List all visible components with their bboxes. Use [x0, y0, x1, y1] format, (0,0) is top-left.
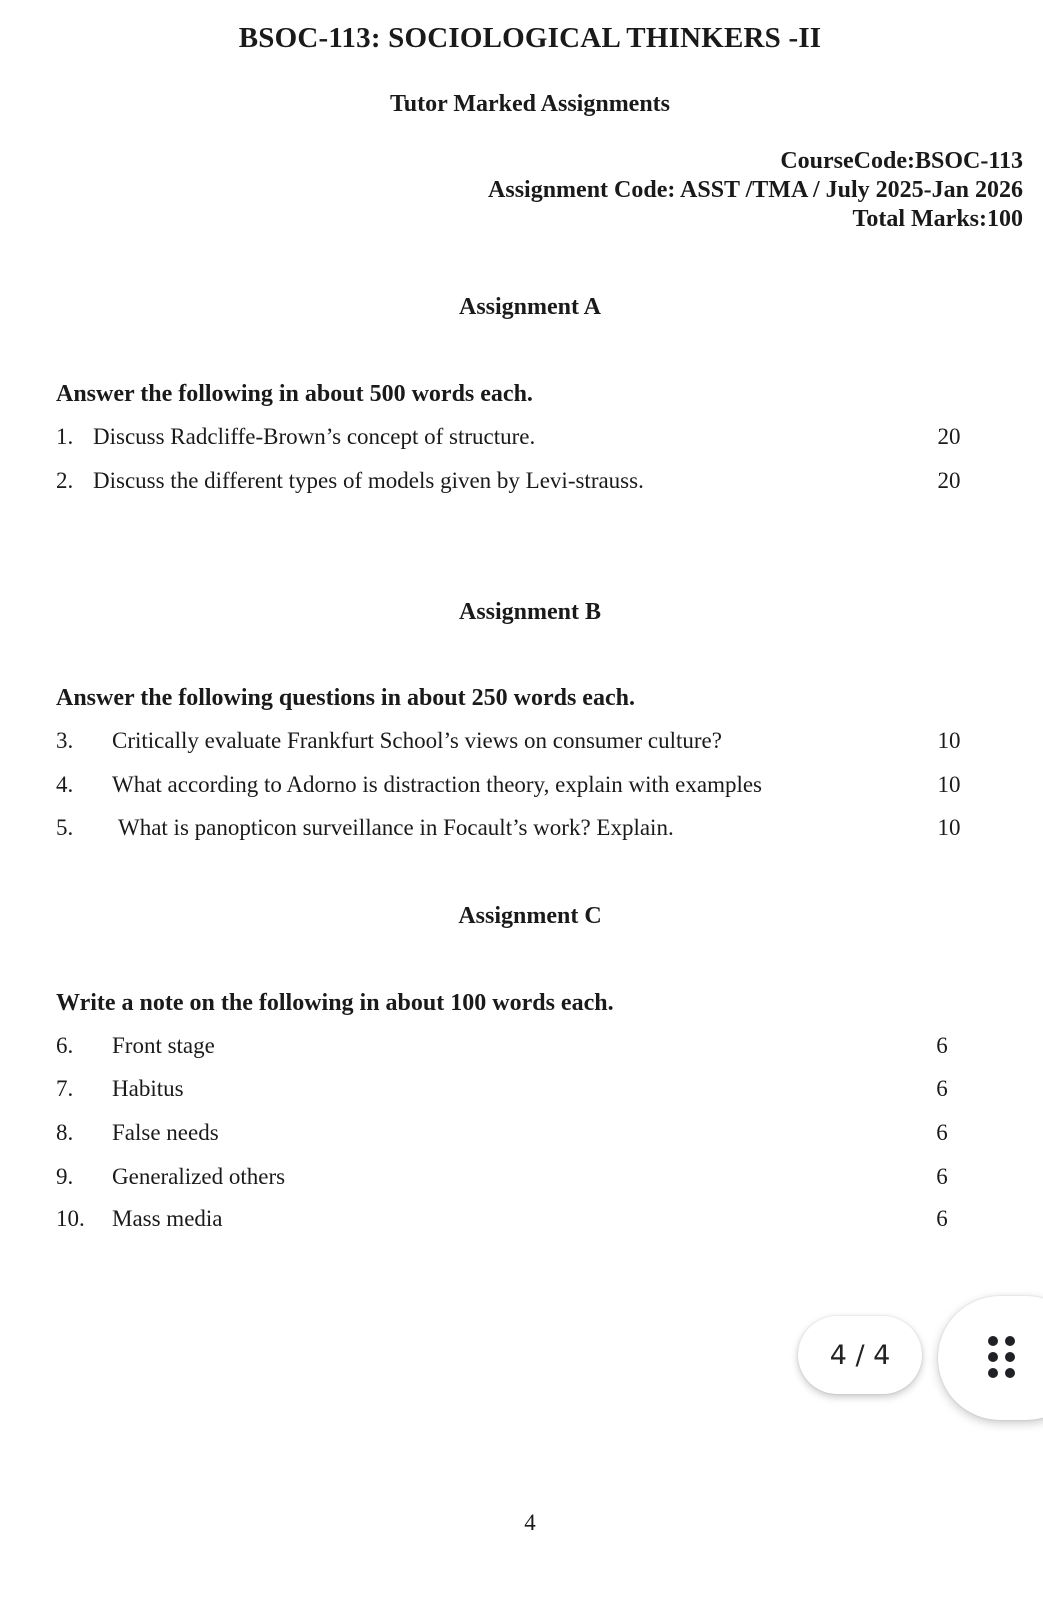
question-number: 2.	[56, 468, 74, 493]
question-number: 6.	[56, 1033, 74, 1058]
question-number: 7.	[56, 1076, 74, 1101]
total-marks: Total Marks:100	[852, 206, 1023, 232]
question-row	[0, 815, 1043, 845]
question-text: Discuss the different types of models given by Levi-strauss.	[93, 468, 644, 493]
question-row	[0, 1120, 1043, 1150]
question-text: Discuss Radcliffe-Brown’s concept of structure.	[93, 424, 536, 449]
question-marks: 10	[937, 772, 961, 797]
question-text: Front stage	[112, 1033, 215, 1058]
question-marks: 6	[936, 1033, 948, 1058]
question-row	[0, 1206, 1043, 1236]
question-marks: 6	[936, 1076, 948, 1101]
question-number: 10.	[56, 1206, 85, 1231]
question-number: 9.	[56, 1164, 74, 1189]
question-marks: 20	[937, 424, 961, 449]
section-heading-a: Assignment A	[458, 294, 602, 320]
page-number: 4	[524, 1510, 536, 1535]
question-row	[0, 772, 1043, 802]
question-row	[0, 424, 1043, 454]
course-code: CourseCode:BSOC-113	[780, 148, 1023, 174]
question-text: False needs	[112, 1120, 219, 1145]
question-number: 8.	[56, 1120, 74, 1145]
section-heading-c: Assignment C	[458, 903, 602, 929]
dots-grid-icon	[988, 1336, 1018, 1378]
question-row	[0, 1164, 1043, 1194]
viewer-menu-button[interactable]	[938, 1296, 1043, 1420]
question-marks: 6	[936, 1164, 948, 1189]
section-instruction-a: Answer the following in about 500 words each.	[56, 381, 533, 407]
section-instruction-b: Answer the following questions in about 250 words each.	[56, 685, 635, 711]
document-title: BSOC-113: SOCIOLOGICAL THINKERS -II	[238, 22, 822, 54]
question-marks: 6	[936, 1120, 948, 1145]
question-text: Generalized others	[112, 1164, 286, 1189]
question-row	[0, 1076, 1043, 1106]
question-number: 3.	[56, 728, 74, 753]
question-number: 1.	[56, 424, 74, 449]
question-number: 4.	[56, 772, 74, 797]
question-row	[0, 468, 1043, 498]
question-text: Critically evaluate Frankfurt School’s views on consumer culture?	[112, 728, 722, 753]
question-number: 5.	[56, 815, 74, 840]
section-instruction-c: Write a note on the following in about 100 words each.	[56, 990, 614, 1016]
assignment-code: Assignment Code: ASST /TMA / July 2025-Jan 2026	[488, 177, 1023, 203]
question-text: What is panopticon surveillance in Focault’s work? Explain.	[118, 815, 674, 840]
section-heading-b: Assignment B	[458, 599, 602, 625]
question-marks: 20	[937, 468, 961, 493]
question-text: Mass media	[112, 1206, 223, 1231]
document-subtitle: Tutor Marked Assignments	[389, 91, 671, 117]
question-marks: 6	[936, 1206, 948, 1231]
question-row	[0, 728, 1043, 758]
page-indicator[interactable]: 4 / 4	[798, 1316, 922, 1394]
question-marks: 10	[937, 728, 961, 753]
question-text: Habitus	[112, 1076, 184, 1101]
question-row	[0, 1033, 1043, 1063]
question-text: What according to Adorno is distraction theory, explain with examples	[112, 772, 763, 797]
question-marks: 10	[937, 815, 961, 840]
